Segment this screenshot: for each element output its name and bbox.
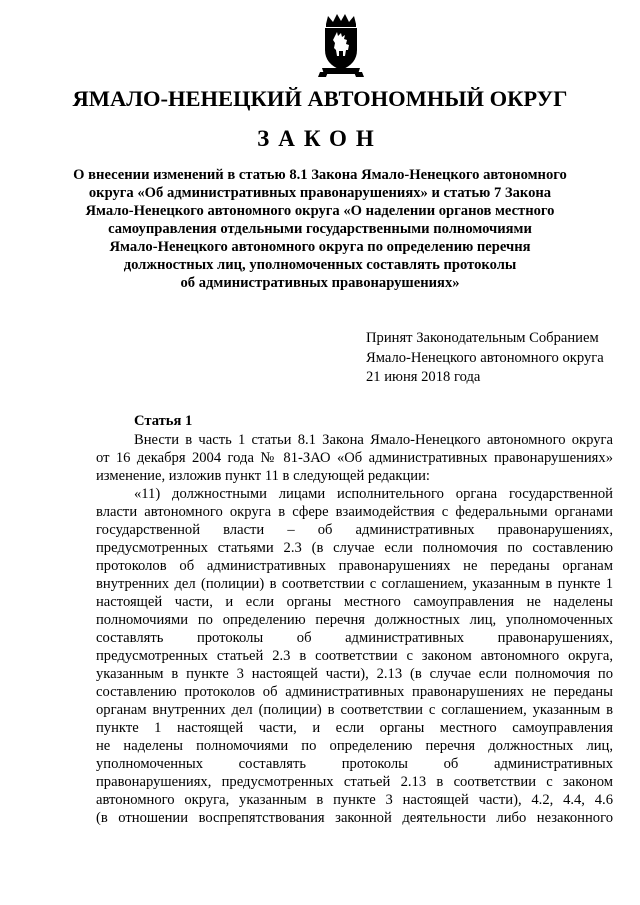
article-body [96,431,613,827]
body-line: настоящей части, и если органы местного самоуправления не наделены [96,594,613,610]
body-line: (в отношении воспрепятствования законной деятельности либо незаконного [96,810,613,826]
body-line: уполномоченных составлять протоколы об административных [96,756,613,772]
body-line: составлению протоколов об административных правонарушениях не переданы [96,684,613,700]
article-heading: Статья 1 [134,413,193,429]
region-heading: ЯМАЛО-НЕНЕЦКИЙ АВТОНОМНЫЙ ОКРУГ [72,86,568,111]
law-title [60,166,580,292]
title-line: должностных лиц, уполномоченных составлять протоколы [123,257,517,273]
body-line: государственной власти – об административных правонарушениях, [96,522,613,538]
title-line: самоуправления отдельными государственными полномочиями [108,221,532,237]
document-type: ЗАКОН [257,126,383,151]
adoption-date: 21 июня 2018 года [366,369,481,385]
body-line: власти автономного округа в сфере взаимодействия с федеральными органами [96,504,613,520]
body-line: от 16 декабря 2004 года № 81-ЗАО «Об административных правонарушениях» [96,450,613,466]
title-line: округа «Об административных правонарушениях» и статью 7 Закона [88,185,552,201]
body-line: Внести в часть 1 статьи 8.1 Закона Ямало-Ненецкого автономного округа [134,432,613,448]
title-line: О внесении изменений в статью 8.1 Закона Ямало-Ненецкого автономного [73,167,567,183]
body-line: «11) должностными лицами исполнительного органа государственной [134,486,613,502]
body-line: изменение, изложив пункт 11 в следующей редакции: [96,468,430,484]
body-line: пункте 1 настоящей части, и если органы местного самоуправления [96,720,613,736]
coat-of-arms-icon [318,14,364,78]
body-line: правонарушениях, предусмотренных статьей 2.13 в соответствии с законом [96,774,613,790]
adoption-line: Ямало-Ненецкого автономного округа [366,349,604,366]
adoption-line: Принят Законодательным Собранием [366,330,599,346]
title-line: Ямало-Ненецкого автономного округа «О наделении органов местного [85,203,555,219]
body-line: автономного округа, указанным в пункте 3 настоящей части), 4.2, 4.4, 4.6 [96,792,613,808]
title-line: Ямало-Ненецкого автономного округа по определению перечня [109,239,531,255]
adoption-note [366,329,604,388]
body-line: полномочиями по определению перечня должностных лиц, уполномоченных [96,612,613,628]
body-line: составлять протоколы об административных правонарушениях, [96,630,613,646]
body-line: указанным в пункте 3 настоящей части), 2.13 (в случае если полномочия по [96,666,613,682]
body-line: протоколов об административных правонарушениях не переданы органам [96,558,613,574]
body-line: органам внутренних дел (полиции) в соответствии с соглашением, указанным в [96,702,613,718]
body-line: не наделены полномочиями по определению перечня должностных лиц, [96,738,613,754]
body-line: предусмотренных статьей 2.3 в соответствии с законом автономного округа, [96,648,613,664]
body-line: предусмотренных статьями 2.3 (в случае если полномочия по составлению [96,540,613,556]
body-line: внутренних дел (полиции) в соответствии с соглашением, указанным в пункте 1 [96,576,613,592]
title-line: об административных правонарушениях» [180,275,460,291]
